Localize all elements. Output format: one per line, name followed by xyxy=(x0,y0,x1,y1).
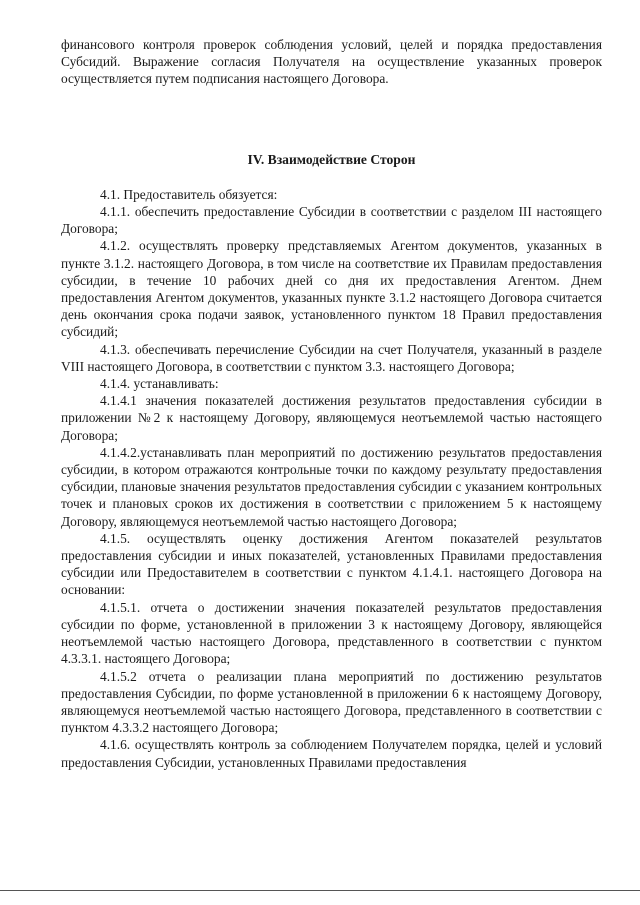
paragraph-4-1-5-1: 4.1.5.1. отчета о достижении значения показателей результатов предоставления субсидии по форме, установленной в приложении 3 к настоящему Договору, являющейся неотъемлемой частью настоящего Договора, представленного в соответствии с пунктом 4.3.3.1. настоящего Договора; xyxy=(61,599,602,667)
paragraph-4-1-3: 4.1.3. обеспечивать перечисление Субсидии на счет Получателя, указанный в разделе VIII настоящего Договора, в соответствии с пунктом 3.3. настоящего Договора; xyxy=(61,341,602,374)
paragraph-4-1-5-2: 4.1.5.2 отчета о реализации плана мероприятий по достижению результатов предоставления Субсидии, по форме установленной в приложении 6 к настоящему Договору, являющемуся неотъемлемой частью настоящего Договора, представленного в соответствии с пунктом 4.3.3.2 настоящего Договора; xyxy=(61,668,602,736)
paragraph-4-1-5: 4.1.5. осуществлять оценку достижения Агентом показателей результатов предоставления субсидии и иных показателей, установленных Правилами предоставления субсидии или Предоставителем в соответствии с пунктом 4.1.4.1. настоящего Договора на основании: xyxy=(61,530,602,598)
paragraph-4-1-4-1: 4.1.4.1 значения показателей достижения результатов предоставления субсидии в приложении №2 к настоящему Договору, являющемуся неотъемлемой частью настоящего Договора; xyxy=(61,393,602,443)
paragraph-4-1-1: 4.1.1. обеспечить предоставление Субсидии в соответствии с разделом III настоящего Договора; xyxy=(61,204,602,237)
paragraph-4-1-4-2: 4.1.4.2.устанавливать план мероприятий по достижению результатов предоставления субсидии, в котором отражаются контрольные точки по каждому результату предоставления субсидии, плановые значения результатов предоставления субсидии с указанием контрольных точек и плановых сроков их достижения в соответствии с приложением 5 к настоящему Договору, являющемуся неотъемлемой частью настоящего Договора; xyxy=(61,444,602,529)
intro-paragraph: финансового контроля проверок соблюдения условий, целей и порядка предоставления Субсидий. Выражение согласия Получателя на осуществление указанных проверок осуществляется путем подписания настоящего Договора. xyxy=(61,37,602,87)
section-heading: IV. Взаимодействие Сторон xyxy=(247,151,416,167)
paragraph-4-1-6: 4.1.6. осуществлять контроль за соблюдением Получателем порядка, целей и условий предоставления Субсидии, установленных Правилами предоставления xyxy=(61,737,602,770)
paragraph-4-1: 4.1. Предоставитель обязуется: xyxy=(100,186,278,202)
paragraph-4-1-2: 4.1.2. осуществлять проверку представляемых Агентом документов, указанных в пункте 3.1.2. настоящего Договора, в том числе на соответствие их Правилам предоставления субсидии, в течение 10 рабочих дней со дня их предоставления Агентом. Днем предоставления Агентом документов, указанных пункте 3.1.2 настоящего Договора считается день окончания срока подачи заявок, установленного пунктом 18 Правил предоставления субсидий; xyxy=(61,238,602,340)
page-bottom-rule xyxy=(0,890,640,891)
document-body xyxy=(61,36,602,771)
paragraph-4-1-4: 4.1.4. устанавливать: xyxy=(100,376,219,392)
